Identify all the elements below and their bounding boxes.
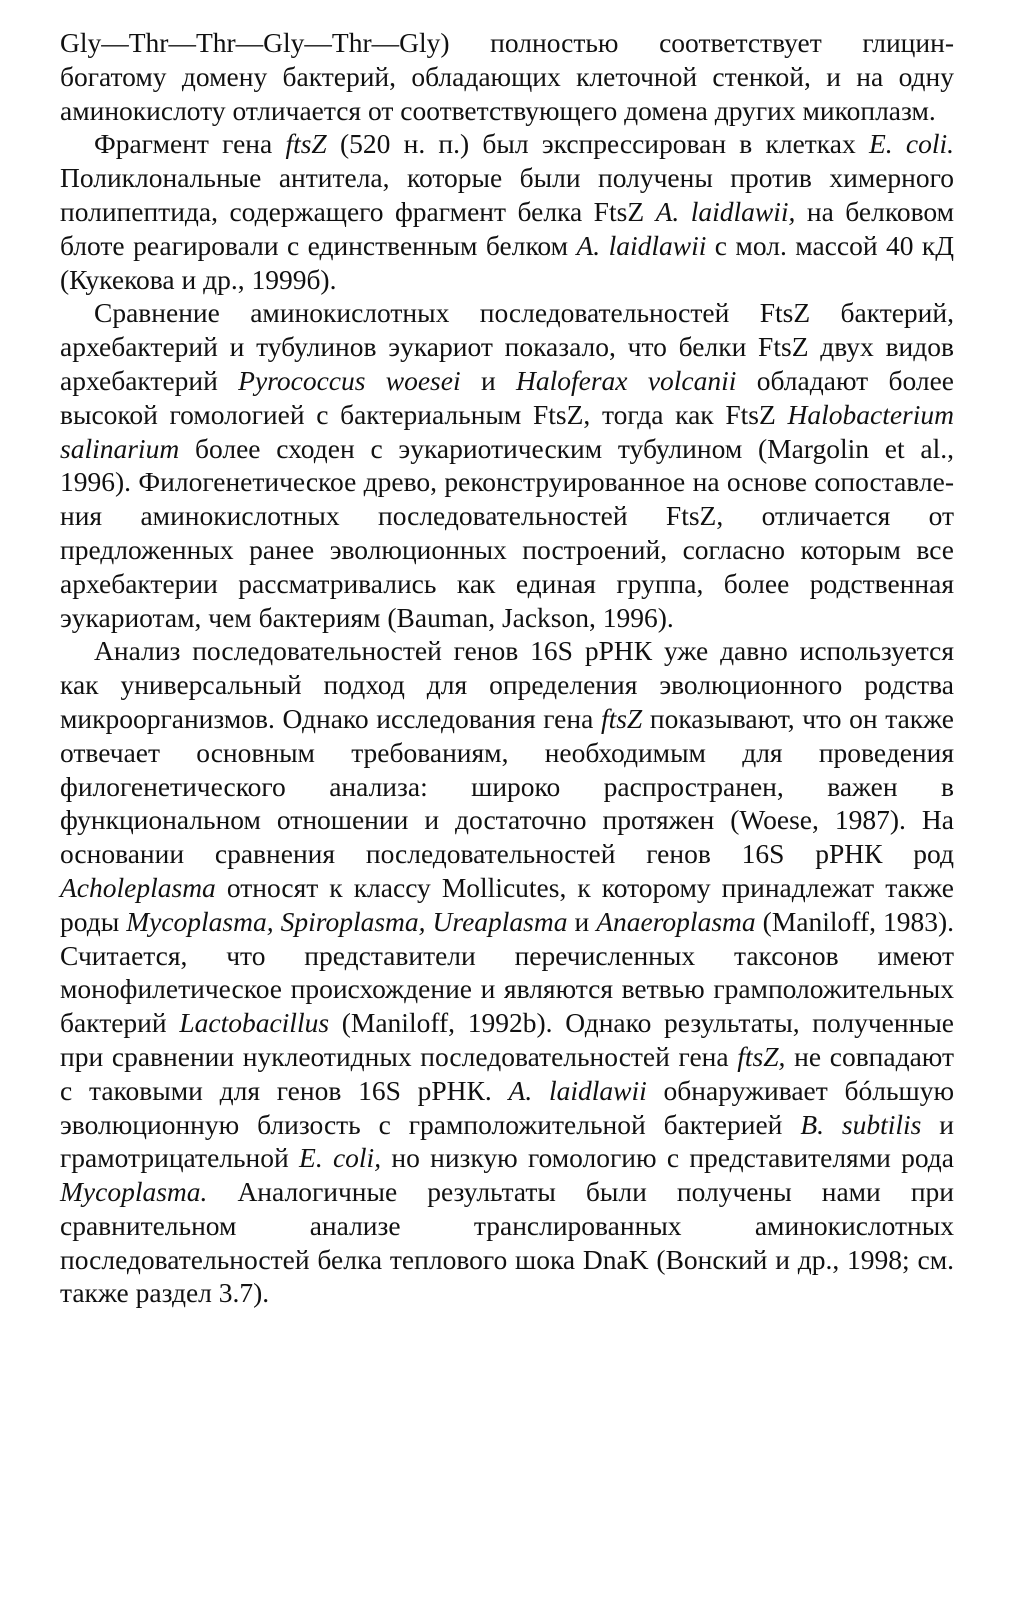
italic-text: ftsZ	[285, 128, 327, 160]
italic-text: Lactobacillus	[179, 1007, 330, 1039]
text-segment: с мол. массой 40 кД (Кукекова и др., 1999б).	[60, 229, 955, 295]
text-segment: Анализ последовательностей генов 16S рРНК уже давно используется как универсальный подход для определения эволюционного родства микроорганизмов. Однако исследования гена	[60, 635, 954, 734]
text-segment: обнаруживает бóльшую эволюционную близость с грамположительной бактерией	[60, 1074, 955, 1140]
text-segment: и грамотрицательной	[60, 1108, 955, 1174]
italic-text: Haloferax volcanii	[516, 364, 737, 396]
italic-text: Pyrococcus woesei	[238, 364, 461, 396]
text-segment: (Maniloff, 1983). Считается, что представители перечисленных таксонов имеют монофилетическое происхождение и являются ветвью грамположительных бактерий	[60, 905, 954, 1039]
text-segment: Поликлональные антитела, которые были получены против химерного полипептида, содержащего фрагмент белка FtsZ	[60, 162, 954, 227]
italic-text: A. laidlawii,	[655, 195, 796, 227]
italic-text: Mycoplasma, Spiroplasma, Ureaplasma	[126, 905, 568, 937]
text-segment: Сравнение аминокислотных последовательностей FtsZ бактерий, архебактерий и тубулинов эукариот показало, что белки FtsZ двух видов архебактерий	[60, 297, 954, 396]
text-segment: более сходен с эукариотическим тубулином (Margolin et al., 1996). Филогенетическое древо, реконструированное на основе сопоставления аминокислотных последовательностей FtsZ, отличается от предложенных ранее эволюционных построений, согласно которым все архебактерии рассматривались как единая группа, более родственная эукариотам, чем бактериям (Bauman, Jackson, 1996).	[60, 432, 954, 633]
text-segment: (Maniloff, 1992b). Однако результаты, полученные при сравнении нуклеотидных последовательностей гена	[60, 1007, 955, 1072]
text-segment: относят к классу Mollicutes, к которому принадлежат также роды	[60, 871, 954, 937]
text-segment: не совпадают с таковыми для генов 16S рРНК.	[60, 1040, 954, 1106]
text-segment: Gly—Thr—Thr—Gly—Thr—Gly) полностью соответствует глицин-богатому домену бактерий, обладающих клеточной стенкой, и на одну аминокислоту отличается от соответствующего домена других микоплазм.	[60, 27, 954, 126]
italic-text: Acholeplasma	[60, 871, 216, 903]
text-segment: Фрагмент гена	[94, 128, 286, 160]
italic-text: A. laidlawii	[508, 1074, 647, 1106]
italic-text: ftsZ,	[737, 1040, 786, 1072]
text-segment: и	[460, 364, 516, 396]
text-segment: показывают, что он также отвечает основным требованиям, необходимым для проведения филогенетического анализа: широко распространен, важен в функциональном отношении и достаточно протяжен (Woese, 1987). На основании сравнения последовательностей генов 16S рРНК род	[60, 702, 954, 870]
italic-text: E. coli,	[299, 1142, 382, 1174]
paragraph	[60, 26, 954, 127]
text-segment: и	[567, 905, 597, 937]
paragraph	[60, 634, 954, 1310]
italic-text: B. subtilis	[800, 1108, 922, 1140]
text-segment: Аналогичные результаты были получены нами при сравнительном анализе транслированных аминокислотных последовательностей белка теплового шока DnaK (Вонский и др., 1998; см. также раздел 3.7).	[60, 1176, 954, 1309]
text-segment: но низкую гомологию с представителями рода	[381, 1142, 954, 1174]
italic-text: Halobacterium salinarium	[60, 398, 954, 464]
italic-text: A. laidlawii	[576, 229, 707, 261]
text-segment: (520 н. п.) был экспрессирован в клетках	[326, 128, 869, 160]
text-body	[60, 26, 954, 1310]
text-segment: на белковом блоте реагировали с единственным белком	[60, 195, 954, 261]
italic-text: ftsZ	[600, 702, 643, 734]
text-segment: обладают более высокой гомологией с бактериальным FtsZ, тогда как FtsZ	[60, 364, 954, 430]
paragraph	[60, 296, 954, 634]
italic-text: E. coli.	[868, 128, 954, 160]
italic-text: Mycoplasma.	[60, 1176, 208, 1208]
paragraph	[60, 127, 954, 296]
italic-text: Anaeroplasma	[596, 905, 756, 937]
